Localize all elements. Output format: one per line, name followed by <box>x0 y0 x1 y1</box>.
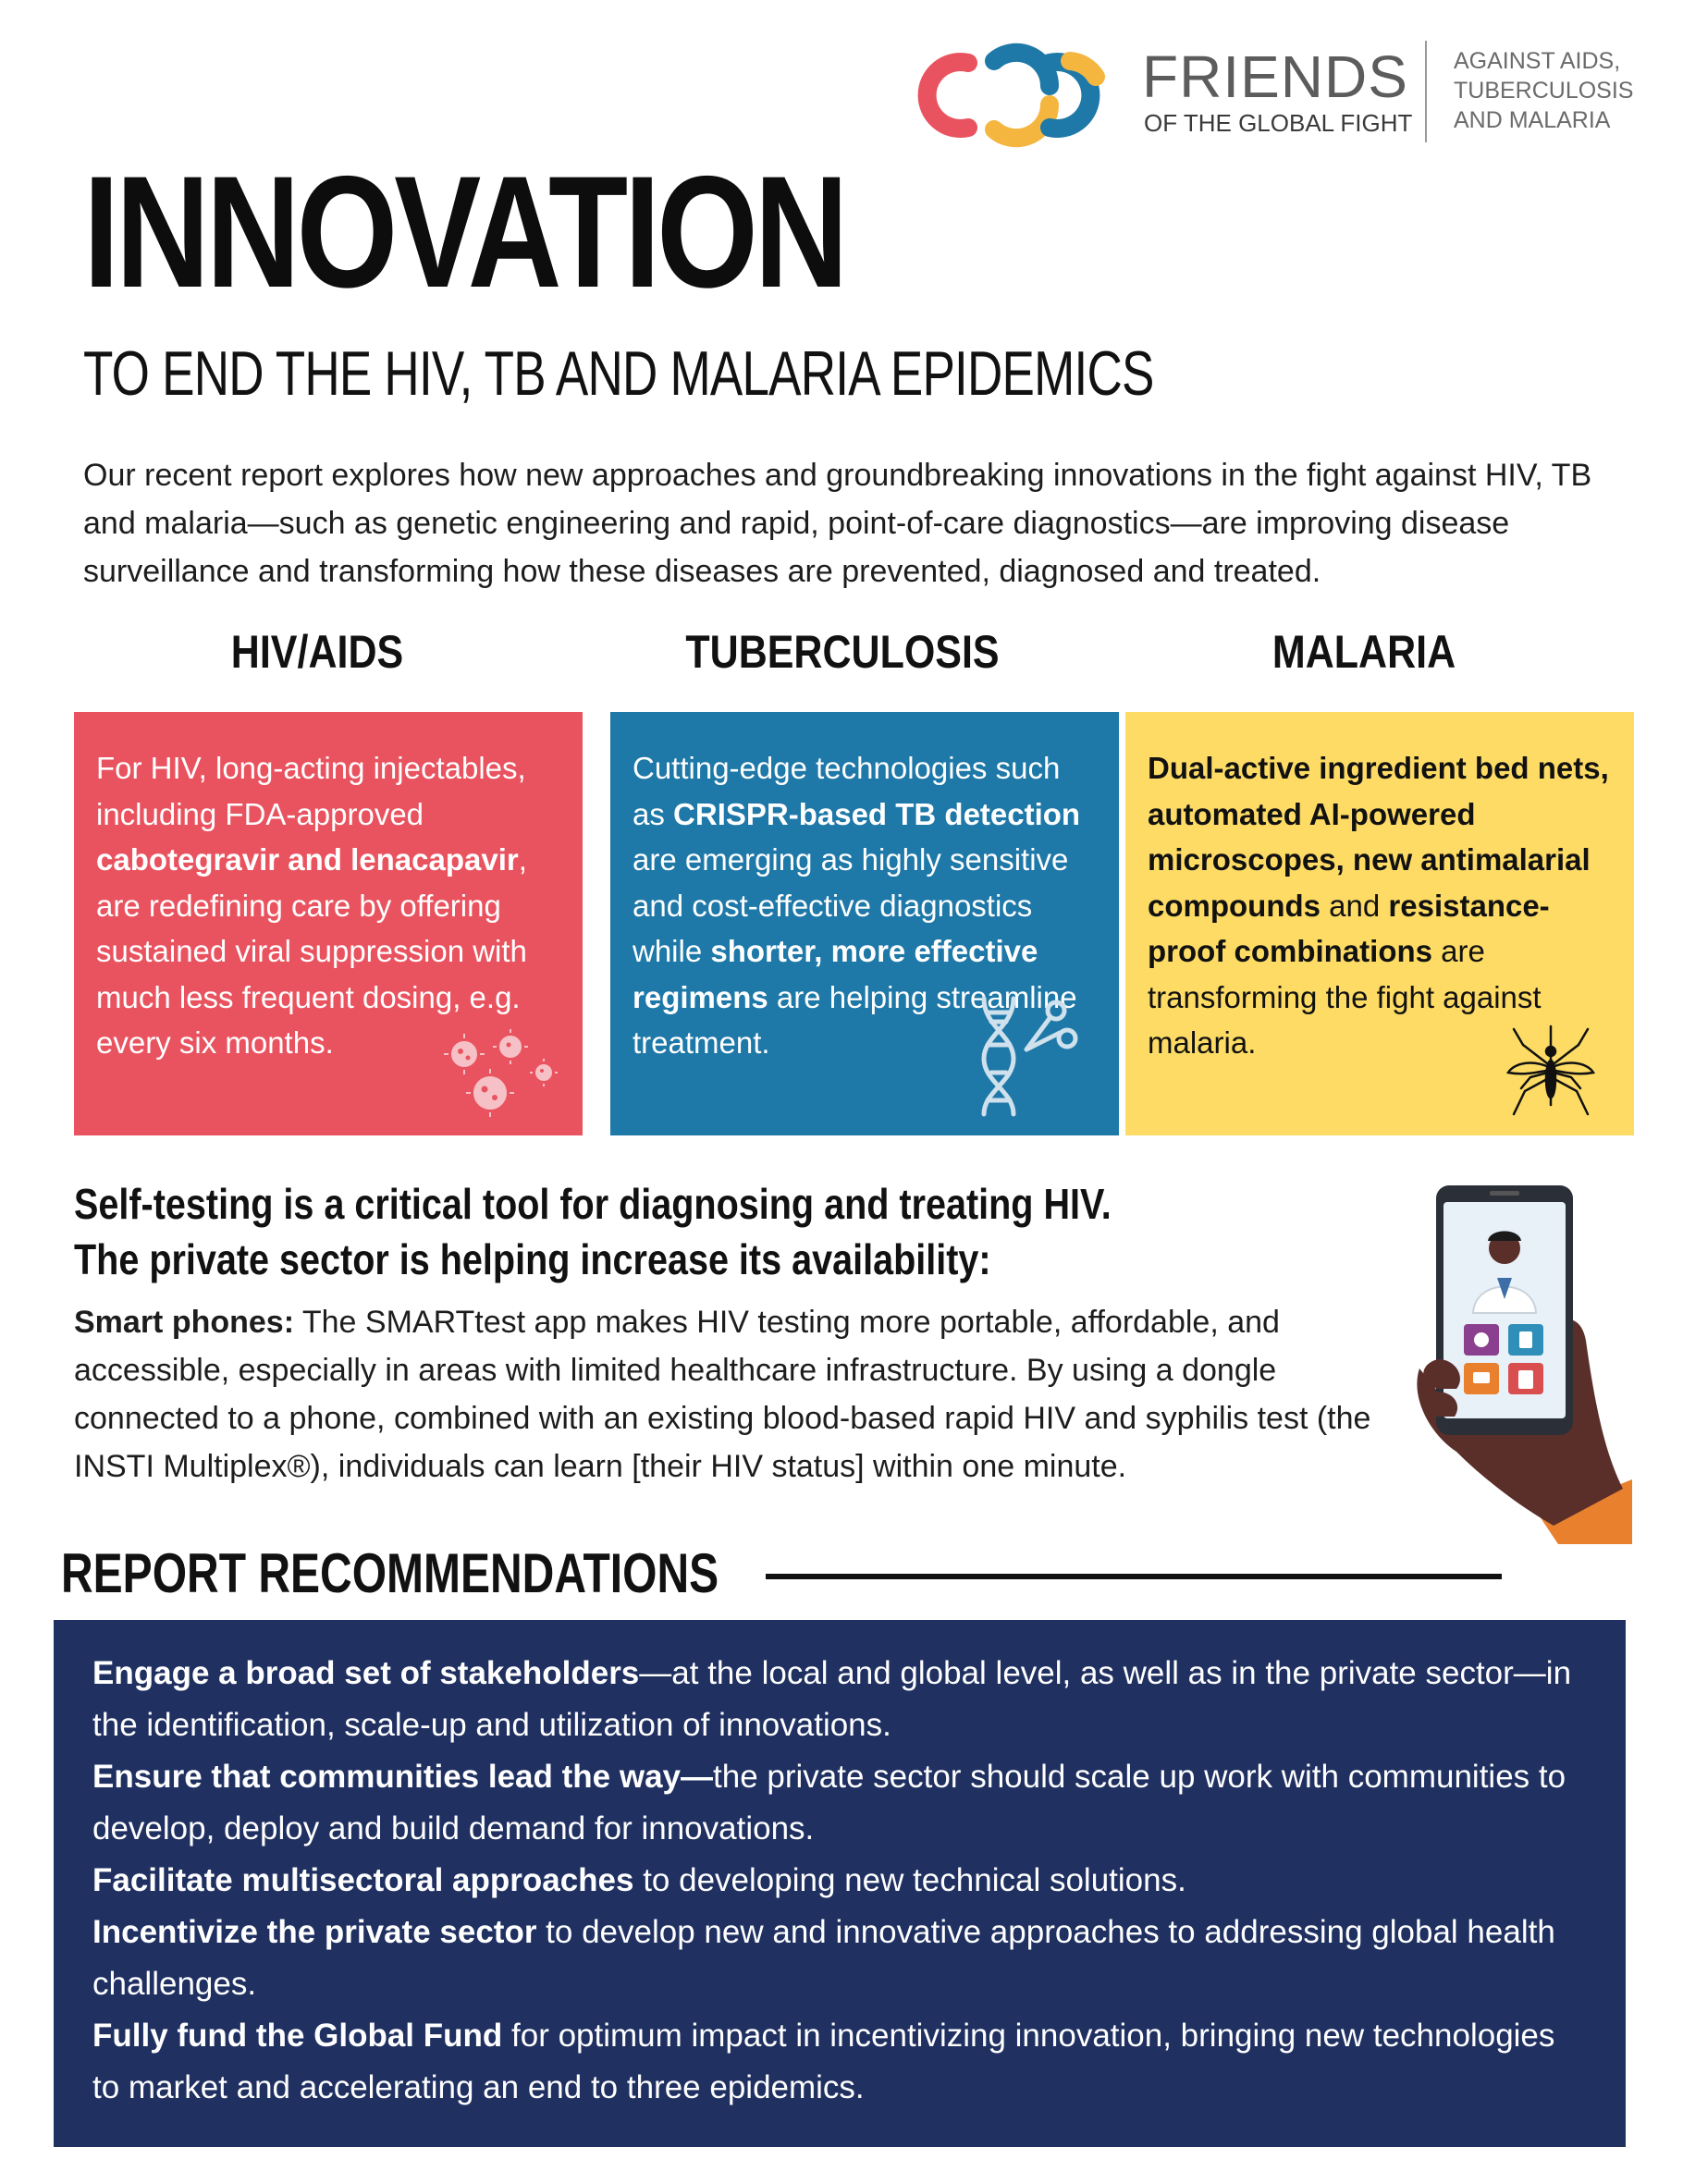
logo-subtitle: OF THE GLOBAL FIGHT <box>1144 109 1413 137</box>
tb-card-highlight: CRISPR-based TB detection <box>673 796 1081 831</box>
virus-icon <box>444 1026 564 1119</box>
recommendation-text: the private sector should scale up work with communities to develop, deploy and build demand for innovations. <box>92 1759 1566 1847</box>
self-testing-text: The SMARTtest app makes HIV testing more portable, affordable, and accessible, especially in areas with limited healthcare infrastructure. By using a dongle connected to a phone, combined with an existing blood-based rapid HIV and syphilis test (the INSTI Multiplex®), individuals can learn [their HIV status] within one minute. <box>74 1305 1371 1484</box>
malaria-card-highlight: resistance-proof combinations <box>1148 888 1550 968</box>
recommendation-text: to develop new and innovative approaches to addressing global health challenges. <box>92 1914 1555 2002</box>
recommendation-item <box>92 1907 1589 2010</box>
column-title-hiv: HIV/AIDS <box>230 626 404 678</box>
self-testing-heading-line: The private sector is helping increase its availability: <box>74 1235 991 1283</box>
column-title-tb: TUBERCULOSIS <box>685 626 1000 678</box>
tb-card-text: Cutting-edge technologies such as <box>633 751 1061 831</box>
page-title: INNOVATION <box>83 143 845 321</box>
logo-tagline-line: AGAINST AIDS, <box>1454 48 1621 74</box>
recommendation-text: to developing new technical solutions. <box>633 1862 1186 1898</box>
self-testing-lead: Smart phones: <box>74 1305 295 1340</box>
logo-name: FRIENDS <box>1142 43 1408 110</box>
recommendation-item <box>92 1648 1589 1751</box>
recommendation-lead: Ensure that communities lead the way— <box>92 1759 713 1795</box>
hiv-card-text: For HIV, long-acting injectables, including FDA-approved <box>96 751 526 831</box>
logo-tagline-line: TUBERCULOSIS <box>1454 78 1634 104</box>
malaria-card <box>1125 712 1634 1135</box>
recommendations-box <box>54 1620 1626 2147</box>
mosquito-icon <box>1505 1022 1597 1123</box>
recommendation-item <box>92 1751 1589 1855</box>
hiv-card <box>74 712 583 1135</box>
column-title-malaria: MALARIA <box>1271 626 1456 678</box>
dna-scissors-icon <box>971 994 1082 1119</box>
recommendations-title: REPORT RECOMMENDATIONS <box>61 1542 719 1604</box>
malaria-card-highlight: Dual-active ingredient bed nets, automated AI-powered microscopes, new antimalarial compounds <box>1148 751 1609 923</box>
logo <box>911 35 1641 155</box>
page-subtitle: TO END THE HIV, TB AND MALARIA EPIDEMICS <box>83 338 1154 409</box>
recommendation-text: —at the local and global level, as well as in the private sector—in the identification, scale-up and utilization of innovations. <box>92 1655 1572 1743</box>
logo-rings-icon <box>911 35 1124 155</box>
intro-paragraph: Our recent report explores how new approaches and groundbreaking innovations in the fight against HIV, TB and malaria—such as genetic engineering and rapid, point-of-care diagnostics—are improving disease surveillance and transforming how these diseases are prevented, diagnosed and treated. <box>83 458 1592 589</box>
recommendation-item <box>92 2010 1589 2114</box>
logo-divider <box>1425 41 1427 142</box>
tb-card-text: are emerging as highly sensitive and cost-effective diagnostics while <box>633 842 1069 968</box>
self-testing-heading-line: Self-testing is a critical tool for diagnosing and treating HIV. <box>74 1180 1112 1228</box>
self-testing-body <box>74 1298 1387 1491</box>
hiv-card-text: , are redefining care by offering sustained viral suppression with much less frequent dosing, e.g. every six months. <box>96 842 527 1060</box>
recommendation-lead: Fully fund the Global Fund <box>92 2018 503 2054</box>
malaria-card-text: and <box>1321 888 1389 923</box>
recommendations-rule <box>766 1574 1502 1579</box>
tb-card-text: are helping streamline treatment. <box>633 979 1077 1060</box>
recommendation-lead: Engage a broad set of stakeholders <box>92 1655 640 1691</box>
logo-tagline <box>1454 46 1633 135</box>
phone-doctor-icon <box>1401 1174 1632 1544</box>
self-testing-heading <box>74 1176 1112 1287</box>
recommendation-text: for optimum impact in incentivizing innovation, bringing new technologies to market and accelerating an end to three epidemics. <box>92 2018 1555 2105</box>
recommendation-item <box>92 1855 1589 1907</box>
recommendation-lead: Facilitate multisectoral approaches <box>92 1862 634 1898</box>
logo-tagline-line: AND MALARIA <box>1454 107 1611 133</box>
tb-card-highlight: shorter, more effective regimens <box>633 934 1038 1014</box>
tb-card <box>610 712 1119 1135</box>
recommendation-lead: Incentivize the private sector <box>92 1914 537 1950</box>
malaria-card-text: are transforming the fight against malaria. <box>1148 934 1542 1060</box>
hiv-card-highlight: cabotegravir and lenacapavir <box>96 842 519 877</box>
